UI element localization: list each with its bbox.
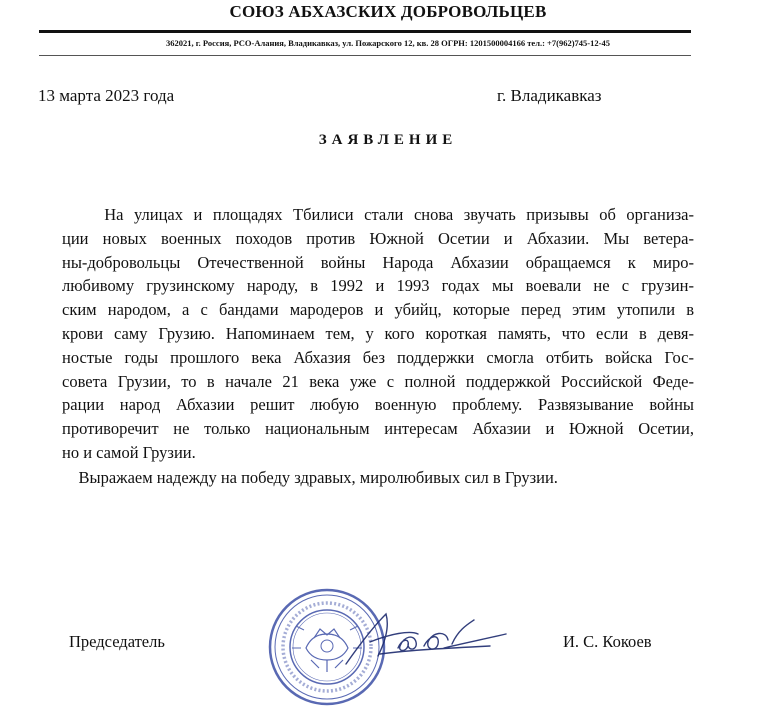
body-line: На улицах и площадях Тбилиси стали снова звучать призывы об организа- xyxy=(62,205,694,224)
signatory-role: Председатель xyxy=(69,632,165,651)
body-line: но и самой Грузии. xyxy=(62,442,196,462)
body-line: ны-добровольцы Отечественной войны Народа Абхазии обращаемся к миро- xyxy=(62,252,694,272)
body-line: противоречит не только национальным интересам Абхазии и Южной Осетии, xyxy=(62,419,694,439)
letterhead-address: 362021, г. Россия, РСО-Алания, Владикавказ, ул. Пожарского 12, кв. 28 ОГРН: 1201500004166 тел.: +7(962)745-12-45 xyxy=(166,38,610,48)
document-title: ЗАЯВЛЕНИЕ xyxy=(318,132,458,148)
body-line: любивому грузинскому народу, в 1992 и 1993 годах мы воевали не с грузин- xyxy=(62,276,694,296)
body-line: совета Грузии, то в начале 21 века уже с полной поддержкой Российской Феде- xyxy=(62,371,694,391)
handwritten-signature-icon xyxy=(340,604,510,674)
letterhead-rule-top xyxy=(39,30,691,33)
document-body xyxy=(62,203,694,490)
body-line: ностые годы прошлого века Абхазия без поддержки смогла отбить войска Гос- xyxy=(62,347,694,367)
body-line: ским народом, а с бандами мародеров и убийц, которые перед этим утопили в xyxy=(62,300,694,320)
body-line: крови саму Грузию. Напоминаем тем, у кого короткая память, что если в девя- xyxy=(62,323,694,343)
body-line: ции новых военных походов против Южной Осетии и Абхазии. Мы ветера- xyxy=(62,228,694,248)
document-date: 13 марта 2023 года xyxy=(38,86,175,105)
body-paragraph-2: Выражаем надежду на победу здравых, миролюбивых сил в Грузии. xyxy=(62,467,558,487)
document-city: г. Владикавказ xyxy=(497,86,602,105)
letterhead-rule-bottom xyxy=(39,55,691,56)
signatory-name: И. С. Кокоев xyxy=(563,632,652,651)
body-line: рации народ Абхазии решит любую военную проблему. Развязывание войны xyxy=(62,395,694,415)
organization-name: СОЮЗ АБХАЗСКИХ ДОБРОВОЛЬЦЕВ xyxy=(229,2,547,21)
